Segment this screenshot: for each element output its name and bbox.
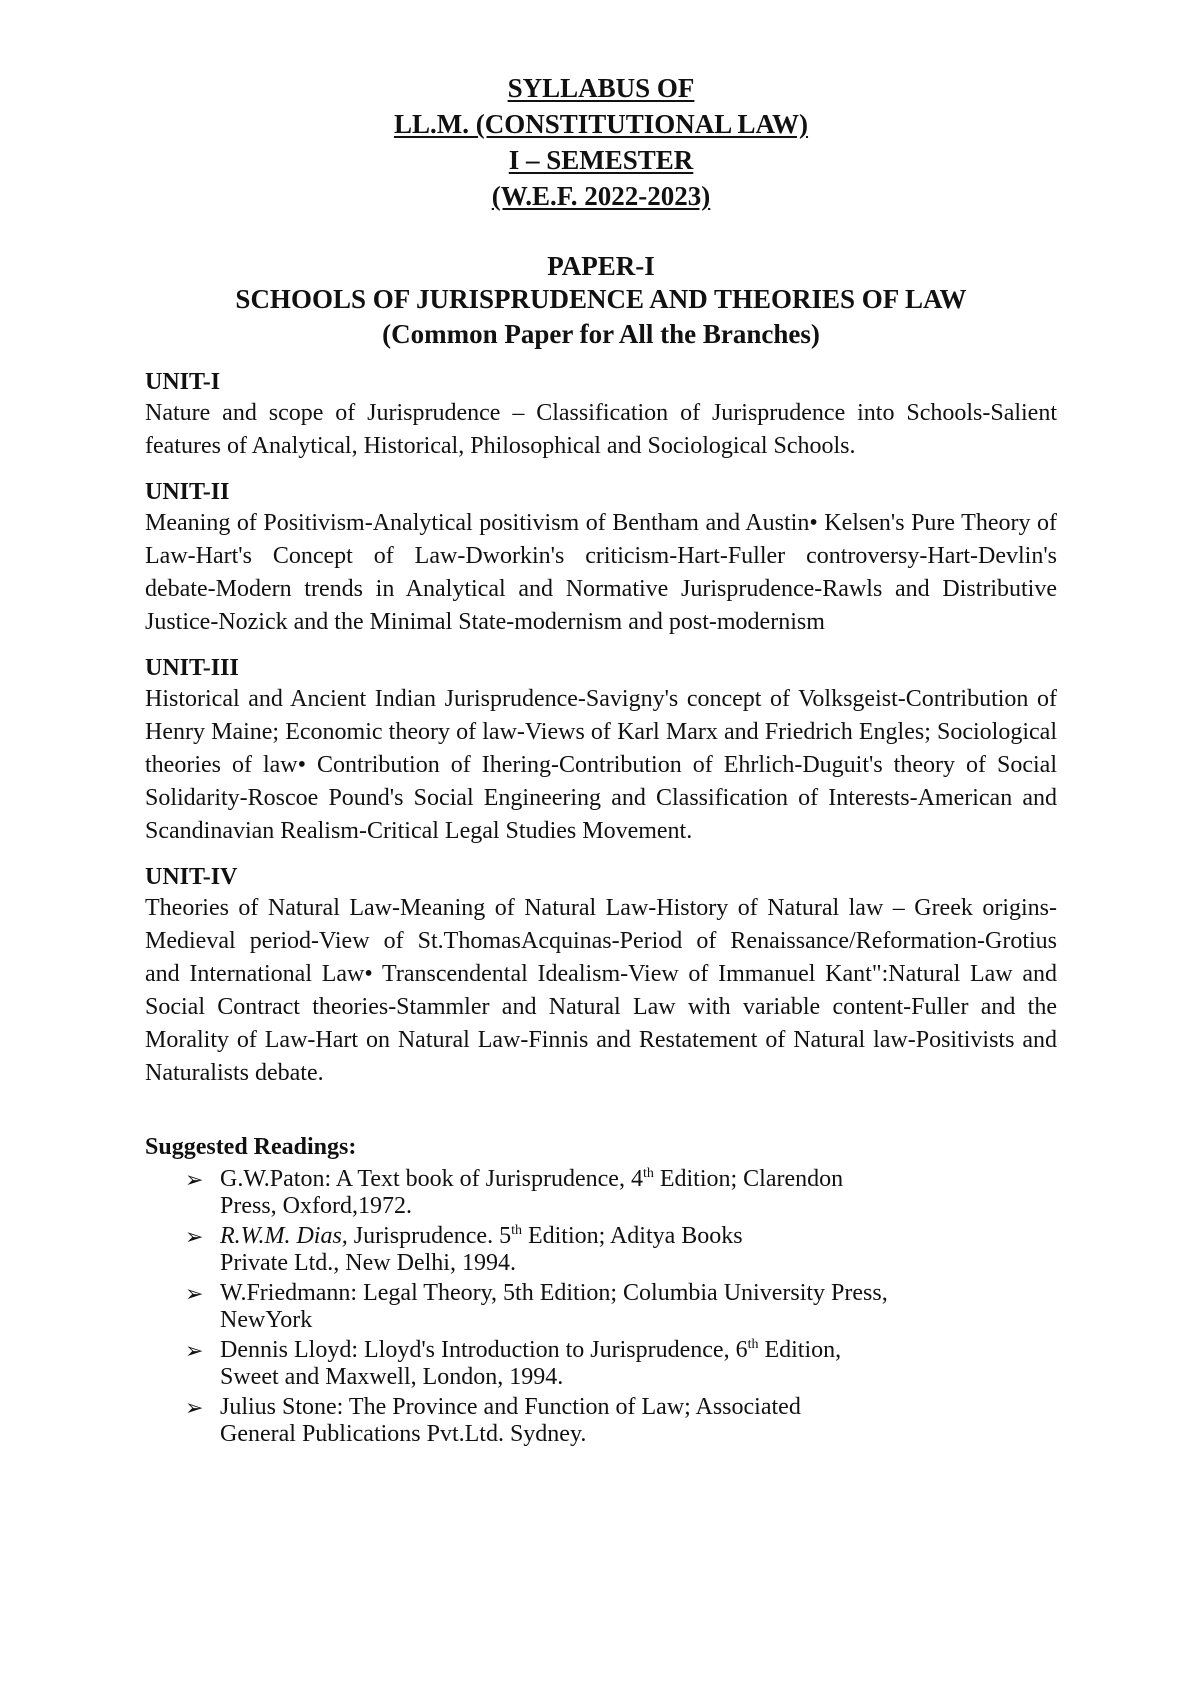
unit-section <box>145 367 1057 463</box>
reading-author: R.W.M. Dias, <box>220 1223 348 1249</box>
suggested-readings-heading: Suggested Readings: <box>145 1134 357 1160</box>
arrow-bullet-icon: ➢ <box>185 1281 204 1306</box>
reading-item: ➢ R.W.M. Dias, Jurisprudence. 5th Edition; Aditya Books Private Ltd., New Delhi, 1994. <box>185 1223 743 1276</box>
arrow-bullet-icon: ➢ <box>185 1224 204 1249</box>
unit-section <box>145 477 1057 639</box>
paper-heading <box>145 248 1057 353</box>
header-course: LL.M. (CONSTITUTIONAL LAW) <box>393 109 809 139</box>
unit-heading: UNIT-IV <box>145 864 238 890</box>
unit-heading: UNIT-II <box>145 479 230 505</box>
unit-section <box>145 862 1057 1090</box>
arrow-bullet-icon: ➢ <box>185 1338 204 1363</box>
reading-item: ➢ G.W.Paton: A Text book of Jurisprudence, 4th Edition; Clarendon Press, Oxford,1972. <box>185 1166 844 1219</box>
unit-section <box>145 653 1057 848</box>
unit-text: Meaning of Positivism-Analytical positivism of Bentham and Austin• Kelsen's Pure Theory of Law-Hart's Concept of Law-Dworkin's criticism-Hart-Fuller controversy-Hart-Devlin's debate-Modern trends in Analytical and Normative Jurisprudence-Rawls and Distributive Justice-Nozick and the Minimal State-modernism and post-modernism <box>145 510 1057 635</box>
unit-text: Nature and scope of Jurisprudence – Classification of Jurisprudence into Schools-Salient features of Analytical, Historical, Philosophical and Sociological Schools. <box>145 400 1057 459</box>
reading-item: ➢ Dennis Lloyd: Lloyd's Introduction to Jurisprudence, 6th Edition, Sweet and Maxwell, London, 1994. <box>185 1337 842 1390</box>
header-title: SYLLABUS OF <box>507 73 695 103</box>
arrow-bullet-icon: ➢ <box>185 1395 204 1420</box>
document-header <box>145 70 1057 214</box>
reading-item: ➢ Julius Stone: The Province and Function of Law; Associated General Publications Pvt.Ltd. Sydney. <box>185 1394 801 1447</box>
arrow-bullet-icon: ➢ <box>185 1167 204 1192</box>
suggested-readings-list <box>145 1166 1057 1448</box>
paper-number: PAPER-I <box>547 251 655 281</box>
reading-item: ➢ W.Friedmann: Legal Theory, 5th Edition; Columbia University Press, NewYork <box>185 1280 888 1333</box>
header-semester: I – SEMESTER <box>508 145 694 175</box>
unit-text: Theories of Natural Law-Meaning of Natural Law-History of Natural law – Greek origins-Medieval period-View of St.ThomasAcquinas-Period of Renaissance/Reformation-Grotius and International Law• Transcendental Idealism-View of Immanuel Kant":Natural Law and Social Contract theories-Stammler and Natural Law with variable content-Fuller and the Morality of Law-Hart on Natural Law-Finnis and Restatement of Natural law-Positivists and Naturalists debate. <box>145 895 1057 1086</box>
header-effective-year: (W.E.F. 2022-2023) <box>491 181 711 211</box>
paper-subtitle: (Common Paper for All the Branches) <box>382 319 820 349</box>
paper-title: SCHOOLS OF JURISPRUDENCE AND THEORIES OF LAW <box>235 284 967 314</box>
unit-heading: UNIT-III <box>145 655 239 681</box>
unit-heading: UNIT-I <box>145 369 221 395</box>
syllabus-page <box>145 70 1057 1451</box>
unit-text: Historical and Ancient Indian Jurisprudence-Savigny's concept of Volksgeist-Contribution of Henry Maine; Economic theory of law-Views of Karl Marx and Friedrich Engles; Sociological theories of law• Contribution of Ihering-Contribution of Ehrlich-Duguit's theory of Social Solidarity-Roscoe Pound's Social Engineering and Classification of Interests-American and Scandinavian Realism-Critical Legal Studies Movement. <box>145 686 1057 844</box>
